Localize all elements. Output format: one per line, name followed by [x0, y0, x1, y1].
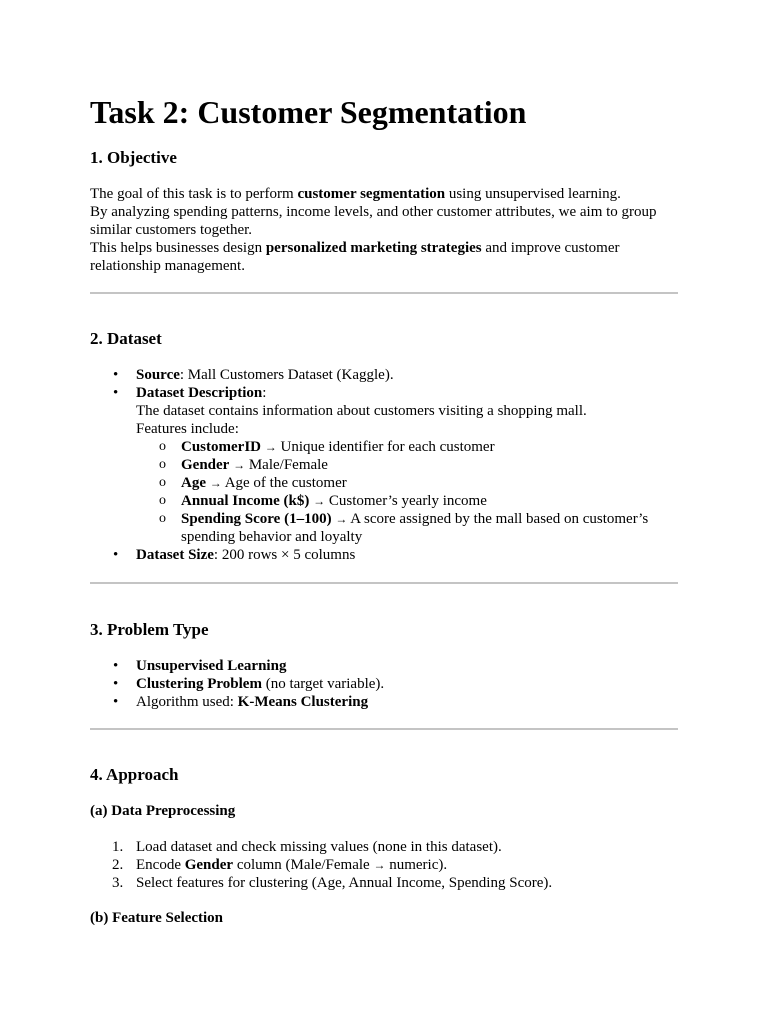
objective-body [90, 185, 678, 275]
arrow-icon: → [209, 476, 222, 490]
preprocessing-subheading: (a) Data Preprocessing [90, 803, 236, 819]
problem-type-heading: 3. Problem Type [90, 620, 209, 639]
text-run: : [262, 385, 267, 401]
desc-line-2: Features include: [136, 421, 239, 437]
list-item [90, 693, 678, 711]
list-number: 3. [112, 875, 124, 891]
objective-paragraph-1 [90, 185, 678, 203]
desc-line-1: The dataset contains information about customers visiting a shopping mall. [136, 403, 587, 419]
feature-selection-subheading: (b) Feature Selection [90, 910, 224, 926]
text-run: : Mall Customers Dataset (Kaggle). [179, 367, 394, 383]
dataset-heading: 2. Dataset [90, 329, 162, 348]
bold-text: Unsupervised Learning [136, 658, 287, 674]
preprocessing-steps [90, 838, 678, 892]
bold-text: personalized marketing strategies [265, 240, 482, 256]
list-item [90, 657, 678, 675]
objective-heading: 1. Objective [90, 148, 177, 167]
section-divider [90, 582, 678, 584]
text-run: and improve customer relationship management. [90, 240, 620, 274]
feature-name: Gender [181, 457, 230, 473]
text-run: The goal of this task is to perform [90, 186, 298, 202]
bold-text: Source [136, 367, 180, 383]
list-item [90, 366, 678, 384]
feature-item [136, 438, 678, 456]
arrow-icon: → [264, 440, 277, 454]
feature-desc: A score assigned by the mall based on customer’s spending behavior and loyalty [181, 511, 649, 545]
text-run: (no target variable). [261, 676, 385, 692]
objective-paragraph-3 [90, 239, 650, 275]
list-item [90, 384, 678, 546]
feature-desc: Male/Female [248, 457, 328, 473]
feature-desc: Age of the customer [224, 475, 347, 491]
feature-item [136, 492, 678, 510]
feature-item [136, 456, 678, 474]
list-item [90, 838, 678, 856]
problem-type-list [90, 657, 678, 711]
text-run: using unsupervised learning. [445, 186, 621, 202]
arrow-icon: → [233, 458, 246, 472]
bold-text: Gender [184, 857, 234, 873]
text-run: This helps businesses design [90, 240, 266, 256]
feature-name: Spending Score (1–100) [181, 511, 332, 527]
text-run: Encode [136, 857, 185, 873]
list-item [90, 675, 678, 693]
section-divider [90, 292, 678, 294]
text-run: Load dataset and check missing values (none in this dataset). [136, 839, 502, 855]
bold-text: K-Means Clustering [237, 694, 369, 710]
feature-name: Annual Income (k$) [181, 493, 310, 509]
bold-text: Dataset Description [136, 385, 263, 401]
list-item [90, 874, 678, 892]
bold-text: Dataset Size [136, 547, 214, 563]
features-list [136, 438, 678, 546]
bold-text: customer segmentation [297, 186, 446, 202]
dataset-list [90, 366, 678, 564]
list-item [90, 546, 678, 564]
section-divider [90, 728, 678, 730]
feature-name: CustomerID [181, 439, 261, 455]
arrow-icon: → [313, 494, 326, 508]
text-run: Select features for clustering (Age, Annual Income, Spending Score). [136, 875, 553, 891]
list-item [90, 856, 678, 874]
feature-desc: Customer’s yearly income [328, 493, 487, 509]
text-run: Algorithm used: [136, 694, 238, 710]
text-run: : 200 rows × 5 columns [213, 547, 356, 563]
page-title: Task 2: Customer Segmentation [90, 94, 527, 130]
text-run: column (Male/Female [233, 857, 374, 873]
approach-heading: 4. Approach [90, 765, 179, 784]
feature-item [136, 474, 678, 492]
feature-item [136, 510, 656, 546]
arrow-icon: → [335, 512, 348, 526]
arrow-icon: → [373, 858, 386, 872]
text-run: numeric). [385, 857, 448, 873]
feature-desc: Unique identifier for each customer [280, 439, 495, 455]
desc-label-line [136, 384, 678, 402]
bold-text: Clustering Problem [136, 676, 262, 692]
list-number: 1. [112, 839, 124, 855]
list-number: 2. [112, 857, 124, 873]
objective-paragraph-2: By analyzing spending patterns, income levels, and other customer attributes, we aim to group similar customers together. [90, 204, 657, 238]
feature-name: Age [181, 475, 206, 491]
